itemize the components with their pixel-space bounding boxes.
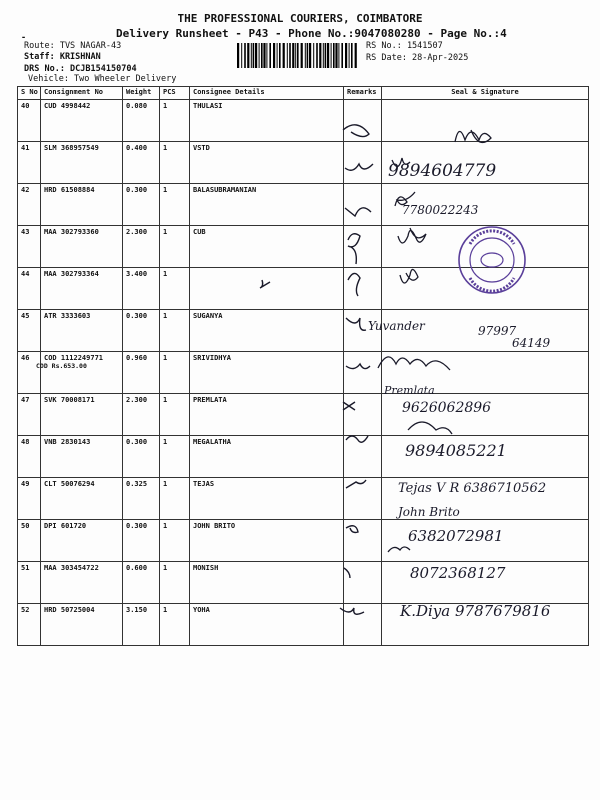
sig-row47-name: Premlata [384, 384, 435, 397]
cell-weight: 0.300 [123, 436, 160, 478]
cell-signature [382, 226, 589, 268]
cell-consignee: MEGALATHA [190, 436, 344, 478]
cell-weight: 0.960 [123, 352, 160, 394]
cell-sno: 47 [18, 394, 41, 436]
cell-pcs: 1 [160, 394, 190, 436]
sig-row50-name: John Brito [398, 505, 460, 519]
cell-consignee: SRIVIDHYA [190, 352, 344, 394]
barcode-bar [292, 43, 294, 68]
cell-weight: 2.300 [123, 394, 160, 436]
barcode-bar [301, 43, 303, 68]
cell-signature [382, 436, 589, 478]
cell-pcs: 1 [160, 478, 190, 520]
cell-remarks [344, 142, 382, 184]
cell-pcs: 1 [160, 436, 190, 478]
sig-row50-num: 6382072981 [408, 527, 504, 545]
cell-consignment: MAA 302793360 [41, 226, 123, 268]
cell-pcs: 1 [160, 562, 190, 604]
col-header-remarks: Remarks [344, 87, 382, 100]
table-row [18, 394, 589, 436]
barcode-bar [297, 43, 299, 68]
barcode-bar [323, 43, 324, 68]
barcode-bar [251, 43, 252, 68]
cell-remarks [344, 520, 382, 562]
cell-sno: 52 [18, 604, 41, 646]
cell-sno: 44 [18, 268, 41, 310]
barcode-bar [259, 43, 260, 68]
barcode-bar [247, 43, 249, 68]
cell-consignment: VNB 2830143 [41, 436, 123, 478]
table-row [18, 142, 589, 184]
cell-sno: 40 [18, 100, 41, 142]
barcode-bar [237, 43, 239, 68]
sig-row52: K.Diya 9787679816 [400, 602, 551, 620]
barcode-bar [355, 43, 357, 68]
cell-sno: 42 [18, 184, 41, 226]
cell-signature [382, 184, 589, 226]
cell-consignment: HRD 61508884 [41, 184, 123, 226]
cell-remarks [344, 562, 382, 604]
barcode-bar [295, 43, 296, 68]
cell-consignee: PREMLATA [190, 394, 344, 436]
table-row [18, 562, 589, 604]
cell-remarks [344, 394, 382, 436]
cod-note: COD Rs.653.00 [36, 362, 87, 370]
cell-signature [382, 520, 589, 562]
cell-pcs: 1 [160, 184, 190, 226]
cell-sno: 41 [18, 142, 41, 184]
cell-consignment: HRD 50725004 [41, 604, 123, 646]
barcode-bar [313, 43, 314, 68]
cell-pcs: 1 [160, 142, 190, 184]
cell-remarks [344, 478, 382, 520]
cell-weight: 2.300 [123, 226, 160, 268]
table-row [18, 226, 589, 268]
sig-row45-num1: 97997 [478, 324, 517, 338]
col-header-weight: Weight [123, 87, 160, 100]
barcode-bar [263, 43, 265, 68]
cell-weight: 0.600 [123, 562, 160, 604]
header-dash: - [21, 33, 27, 43]
barcode-bar [319, 43, 321, 68]
cell-consignment: MAA 302793364 [41, 268, 123, 310]
cell-signature [382, 142, 589, 184]
barcode-bar [325, 43, 327, 68]
col-header-consignment: Consignment No [41, 87, 123, 100]
sig-row48: 9894085221 [405, 441, 507, 460]
sig-row45-name: Yuvander [368, 319, 425, 333]
cell-weight: 0.300 [123, 184, 160, 226]
cell-consignee: BALASUBRAMANIAN [190, 184, 344, 226]
sig-row47-num: 9626062896 [402, 400, 492, 416]
barcode [237, 43, 360, 68]
cell-consignee: VSTD [190, 142, 344, 184]
cell-pcs: 1 [160, 520, 190, 562]
drs-label: DRS No.: DCJB154150704 [24, 64, 137, 74]
cell-weight: 0.325 [123, 478, 160, 520]
col-header-signature: Seal & Signature [382, 87, 589, 100]
barcode-bar [244, 43, 246, 68]
barcode-bar [255, 43, 257, 68]
barcode-bar [309, 43, 311, 68]
col-header-consignee: Consignee Details [190, 87, 344, 100]
table-row [18, 436, 589, 478]
cell-sno: 50 [18, 520, 41, 562]
cell-sno: 45 [18, 310, 41, 352]
cell-sno: 49 [18, 478, 41, 520]
barcode-bar [266, 43, 267, 68]
table-row [18, 352, 589, 394]
cell-remarks [344, 310, 382, 352]
barcode-bar [277, 43, 278, 68]
cell-consignee: MONISH [190, 562, 344, 604]
cell-sno: 46 [18, 352, 41, 394]
cell-signature [382, 562, 589, 604]
rs-no: RS No.: 1541507 [366, 41, 443, 51]
cell-signature [382, 478, 589, 520]
cell-pcs: 1 [160, 310, 190, 352]
cell-signature [382, 352, 589, 394]
cell-pcs: 1 [160, 226, 190, 268]
table-row [18, 184, 589, 226]
cell-weight: 0.300 [123, 520, 160, 562]
sig-row42: 7780022243 [402, 203, 479, 217]
cell-consignee: JOHN BRITO [190, 520, 344, 562]
cell-sno: 48 [18, 436, 41, 478]
cell-signature [382, 310, 589, 352]
sig-row51: 8072368127 [410, 564, 506, 582]
cell-consignment: COD 1112249771 [41, 352, 123, 394]
cell-pcs: 1 [160, 352, 190, 394]
sig-row45-num2: 64149 [512, 336, 551, 350]
staff-label: Staff: KRISHNAN [24, 52, 101, 62]
runsheet-subtitle: Delivery Runsheet - P43 - Phone No.:9047080280 - Page No.:4 [116, 27, 507, 40]
barcode-bar [349, 43, 350, 68]
table-row [18, 100, 589, 142]
sig-row41: 9894604779 [388, 161, 497, 181]
cell-remarks [344, 184, 382, 226]
table-header-row [18, 87, 589, 100]
barcode-bar [345, 43, 347, 68]
barcode-bar [273, 43, 275, 68]
company-title: THE PROFESSIONAL COURIERS, COIMBATORE [177, 12, 423, 25]
cell-consignee: YOHA [190, 604, 344, 646]
barcode-bar [261, 43, 263, 68]
cell-weight: 3.150 [123, 604, 160, 646]
cell-consignee: THULASI [190, 100, 344, 142]
barcode-bar [241, 43, 242, 68]
barcode-bar [316, 43, 318, 68]
table-row [18, 310, 589, 352]
cell-consignment: DPI 601720 [41, 520, 123, 562]
cell-remarks [344, 436, 382, 478]
barcode-bar [279, 43, 281, 68]
cell-signature [382, 100, 589, 142]
barcode-bar [305, 43, 306, 68]
cell-remarks [344, 352, 382, 394]
barcode-bar [269, 43, 271, 68]
table-row [18, 478, 589, 520]
barcode-bar [287, 43, 288, 68]
barcode-bar [333, 43, 335, 68]
cell-signature [382, 604, 589, 646]
barcode-bar [341, 43, 343, 68]
cell-weight: 0.080 [123, 100, 160, 142]
table-row [18, 268, 589, 310]
barcode-bar [351, 43, 353, 68]
cell-pcs: 1 [160, 100, 190, 142]
cell-sno: 43 [18, 226, 41, 268]
cell-consignment: ATR 3333603 [41, 310, 123, 352]
cell-remarks [344, 268, 382, 310]
runsheet-table [17, 86, 589, 646]
barcode-bar [338, 43, 339, 68]
barcode-bar [289, 43, 291, 68]
cell-consignment: SLM 368957549 [41, 142, 123, 184]
barcode-bar [307, 43, 309, 68]
col-header-sno: S No [18, 87, 41, 100]
cell-pcs: 1 [160, 604, 190, 646]
cell-pcs: 1 [160, 268, 190, 310]
barcode-bar [283, 43, 285, 68]
cell-signature [382, 394, 589, 436]
cell-consignee: SUGANYA [190, 310, 344, 352]
table-row [18, 604, 589, 646]
cell-consignee: CUB [190, 226, 344, 268]
cell-remarks [344, 226, 382, 268]
col-header-pcs: PCS [160, 87, 190, 100]
cell-weight: 0.400 [123, 142, 160, 184]
barcode-bar [331, 43, 332, 68]
cell-remarks [344, 604, 382, 646]
cell-consignee: TEJAS [190, 478, 344, 520]
cell-weight: 3.400 [123, 268, 160, 310]
cell-signature [382, 268, 589, 310]
barcode-bar [327, 43, 329, 68]
cell-consignment: CLT 50076294 [41, 478, 123, 520]
cell-remarks [344, 100, 382, 142]
cell-consignment: SVK 70008171 [41, 394, 123, 436]
barcode-bar [335, 43, 337, 68]
sig-row49: Tejas V R 6386710562 [398, 481, 547, 496]
table-row [18, 520, 589, 562]
rs-date: RS Date: 28-Apr-2025 [366, 53, 469, 63]
cell-consignee [190, 268, 344, 310]
vehicle-label: Vehicle: Two Wheeler Delivery [28, 74, 177, 84]
route-label: Route: TVS NAGAR-43 [24, 41, 122, 51]
cell-sno: 51 [18, 562, 41, 604]
cell-weight: 0.300 [123, 310, 160, 352]
cell-consignment: MAA 303454722 [41, 562, 123, 604]
cell-consignment: CUD 4998442 [41, 100, 123, 142]
barcode-bar [253, 43, 255, 68]
